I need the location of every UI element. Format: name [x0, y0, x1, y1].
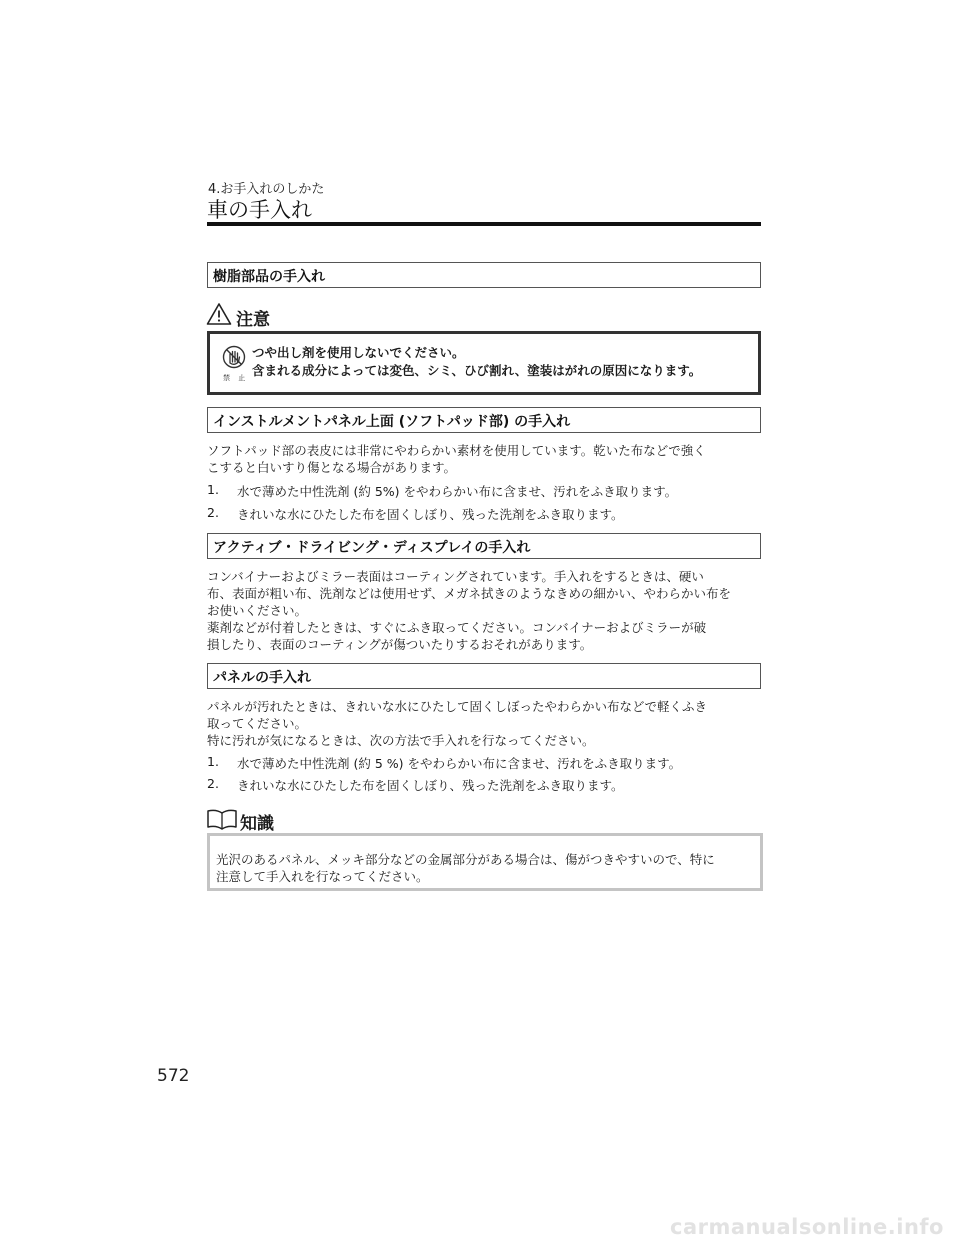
paragraph-line: 特に汚れが気になるときは、次の方法で手入れを行なってください。	[207, 733, 595, 748]
section-heading-panel	[207, 663, 761, 689]
caution-line-2: 含まれる成分によっては変色、シミ、ひび割れ、塗装はがれの原因になります。	[252, 363, 702, 378]
watermark: carmanualsonline.info	[670, 1215, 944, 1239]
prohibit-label: 禁 止	[223, 374, 249, 382]
open-book-icon	[206, 808, 238, 830]
caution-heading-label: 注意	[236, 310, 270, 330]
page-number: 572	[157, 1066, 190, 1086]
paragraph-line: 損したり、表面のコーティングが傷ついたりするおそれがあります。	[207, 637, 593, 652]
paragraph-line: 布、表面が粗い布、洗剤などは使用せず、メガネ拭きのようなきめの細かい、やわらかい布を	[207, 586, 732, 601]
title-rule	[207, 222, 761, 226]
list-number: 2.	[207, 776, 219, 791]
paragraph-line: こすると白いすり傷となる場合があります。	[207, 460, 457, 475]
warning-triangle-icon	[206, 302, 232, 326]
list-text: きれいな水にひたした布を固くしぼり、残った洗剤をふき取ります。	[237, 778, 624, 793]
knowledge-line-2: 注意して手入れを行なってください。	[216, 869, 429, 884]
list-text: 水で薄めた中性洗剤 (約 5 %) をやわらかい布に含ませ、汚れをふき取ります。	[237, 756, 682, 771]
knowledge-line-1: 光沢のあるパネル、メッキ部分などの金属部分がある場合は、傷がつきやすいので、特に	[216, 852, 715, 867]
paragraph-line: お使いください。	[207, 603, 308, 618]
prohibited-hand-icon	[222, 344, 249, 384]
chapter-label: 4.お手入れのしかた	[208, 182, 325, 197]
section-heading-instrument-panel-label: インストルメントパネル上面 (ソフトパッド部) の手入れ	[213, 414, 571, 430]
section-heading-hud	[207, 533, 761, 559]
section-heading-panel-label: パネルの手入れ	[213, 670, 311, 686]
caution-line-1: つや出し剤を使用しないでください。	[252, 345, 465, 360]
paragraph-line: 取ってください。	[207, 716, 308, 731]
page-title: 車の手入れ	[207, 198, 312, 222]
caution-box	[207, 331, 761, 395]
knowledge-box	[207, 833, 763, 891]
list-text: 水で薄めた中性洗剤 (約 5%) をやわらかい布に含ませ、汚れをふき取ります。	[237, 484, 678, 499]
list-number: 1.	[207, 482, 219, 497]
list-number: 2.	[207, 505, 219, 520]
list-number: 1.	[207, 754, 219, 769]
paragraph-line: ソフトパッド部の表皮には非常にやわらかい素材を使用しています。乾いた布などで強く	[207, 443, 706, 458]
section-heading-resin-label: 樹脂部品の手入れ	[213, 269, 325, 285]
list-text: きれいな水にひたした布を固くしぼり、残った洗剤をふき取ります。	[237, 507, 624, 522]
knowledge-heading-label: 知識	[240, 814, 274, 834]
paragraph-line: パネルが汚れたときは、きれいな水にひたして固くしぼったやわらかい布などで軽くふき	[207, 699, 708, 714]
paragraph-line: コンバイナーおよびミラー表面はコーティングされています。手入れをするときは、硬い	[207, 569, 704, 584]
section-heading-instrument-panel	[207, 407, 761, 433]
paragraph-line: 薬剤などが付着したときは、すぐにふき取ってください。コンバイナーおよびミラーが破	[207, 620, 707, 635]
section-heading-resin	[207, 262, 761, 288]
section-heading-hud-label: アクティブ・ドライビング・ディスプレイの手入れ	[213, 540, 531, 556]
